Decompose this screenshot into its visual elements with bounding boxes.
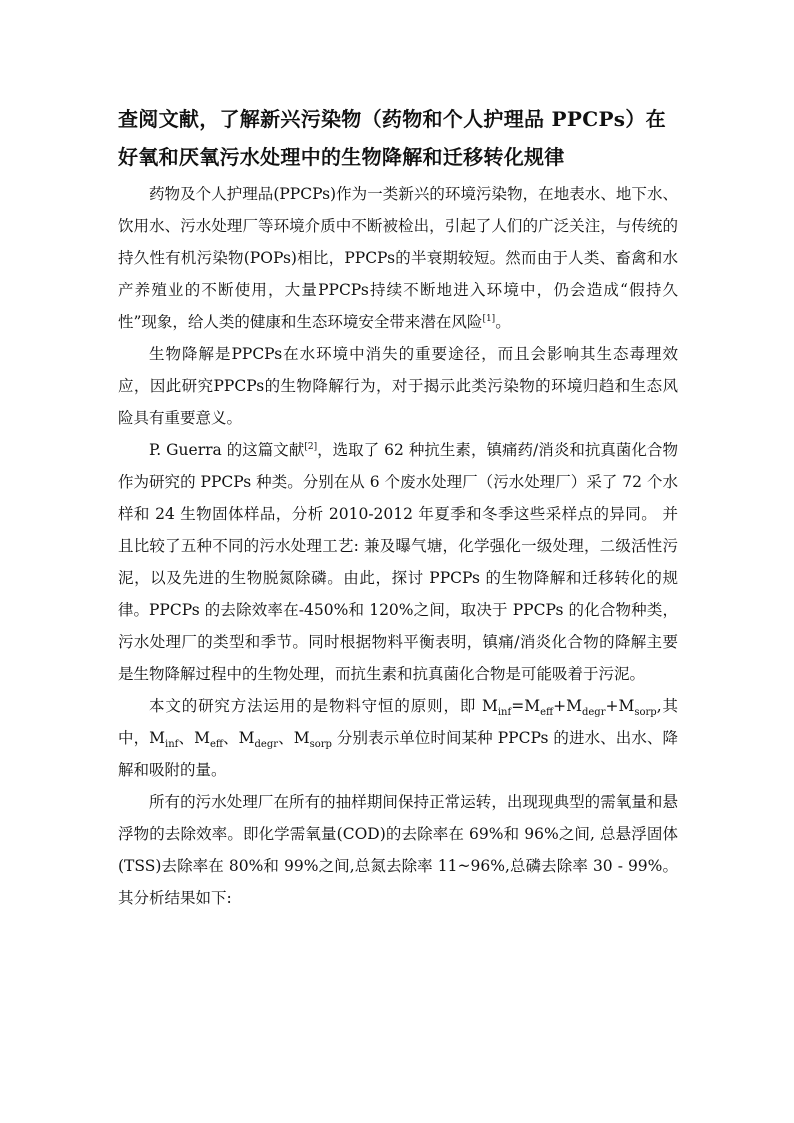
document-title bbox=[118, 100, 688, 176]
paragraph-mass-balance: 本文的研究方法运用的是物料守恒的原则，即 $M_{inf}=M_{eff}+M_{degr}+M_{sorp}$,其中，$M_{inf}$、$M_{eff}$、$M_{degr}$、$M_{sorp}$ 分别表示单位时间某种 PPCPs 的进水、出水、降解和吸附的量。 bbox=[118, 697, 678, 779]
paragraph-biodegradation: 生物降解是PPCPs在水环境中消失的重要途径，而且会影响其生态毒理效应，因此研究PPCPs的生物降解行为，对于揭示此类污染物的环境归趋和生态风险具有重要意义。 bbox=[118, 345, 678, 427]
citation-ref-2: [2] bbox=[304, 441, 318, 452]
variable-list: $M_{inf}$、$M_{eff}$、$M_{degr}$、$M_{sorp}$ bbox=[149, 729, 332, 751]
paragraph-plant-operation: 所有的污水处理厂在所有的抽样期间保持正常运转，出现现典型的需氧量和悬浮物的去除效率。即化学需氧量(COD)的去除率在 69%和 96%之间, 总悬浮固体(TSS)去除率在 80%和 99%之间,总氮去除率 11~96%,总磷去除率 30 - 99%。其分析结果如下: bbox=[118, 793, 678, 907]
mass-balance-equation: $M_{inf}=M_{eff}+M_{degr}+M_{sorp}$ bbox=[481, 697, 657, 719]
citation-ref-1: [1] bbox=[482, 313, 496, 324]
paragraph-removal-efficiency: PPCPs 的去除效率在-450%和 120%之间，取决于 PPCPs 的化合物种类，污水处理厂的类型和季节。同时根据物料平衡表明，镇痛/消炎化合物的降解主要是生物降解过程中的生物处理，而抗生素和抗真菌化合物是可能吸着于污泥。 bbox=[118, 601, 678, 683]
paragraph-ppcps-intro: 药物及个人护理品(PPCPs)作为一类新兴的环境污染物，在地表水、地下水、饮用水、污水处理厂等环境介质中不断被检出，引起了人们的广泛关注，与传统的持久性有机污染物(POPs)相比，PPCPs的半衰期较短。然而由于人类、畜禽和水产养殖业的不断使用，大量PPCPs持续不断地进入环境中，仍会造成“假持久性”现象，给人类的健康和生态环境安全带来潜在风险[1]。 bbox=[118, 185, 678, 331]
paragraph-guerra-study: P. Guerra 的这篇文献[2]，选取了 62 种抗生素，镇痛药/消炎和抗真菌化合物作为研究的 PPCPs 种类。分别在从 6 个废水处理厂（污水处理厂）采了 72 个水样和 24 生物固体样品，分析 2010-2012 年夏季和冬季这些采样点的异同。 并且比较了五种不同的污水处理工艺: 兼及曝气塘，化学强化一级处理，二级活性污泥，以及先进的生物脱氮除磷。由此，探讨 PPCPs 的生物降解和迁移转化的规律。 bbox=[118, 441, 678, 619]
title-line-1: 查阅文献，了解新兴污染物（药物和个人护理品 PPCPs）在 bbox=[118, 107, 666, 131]
title-line-2: 好氧和厌氧污水处理中的生物降解和迁移转化规律 bbox=[118, 145, 565, 169]
